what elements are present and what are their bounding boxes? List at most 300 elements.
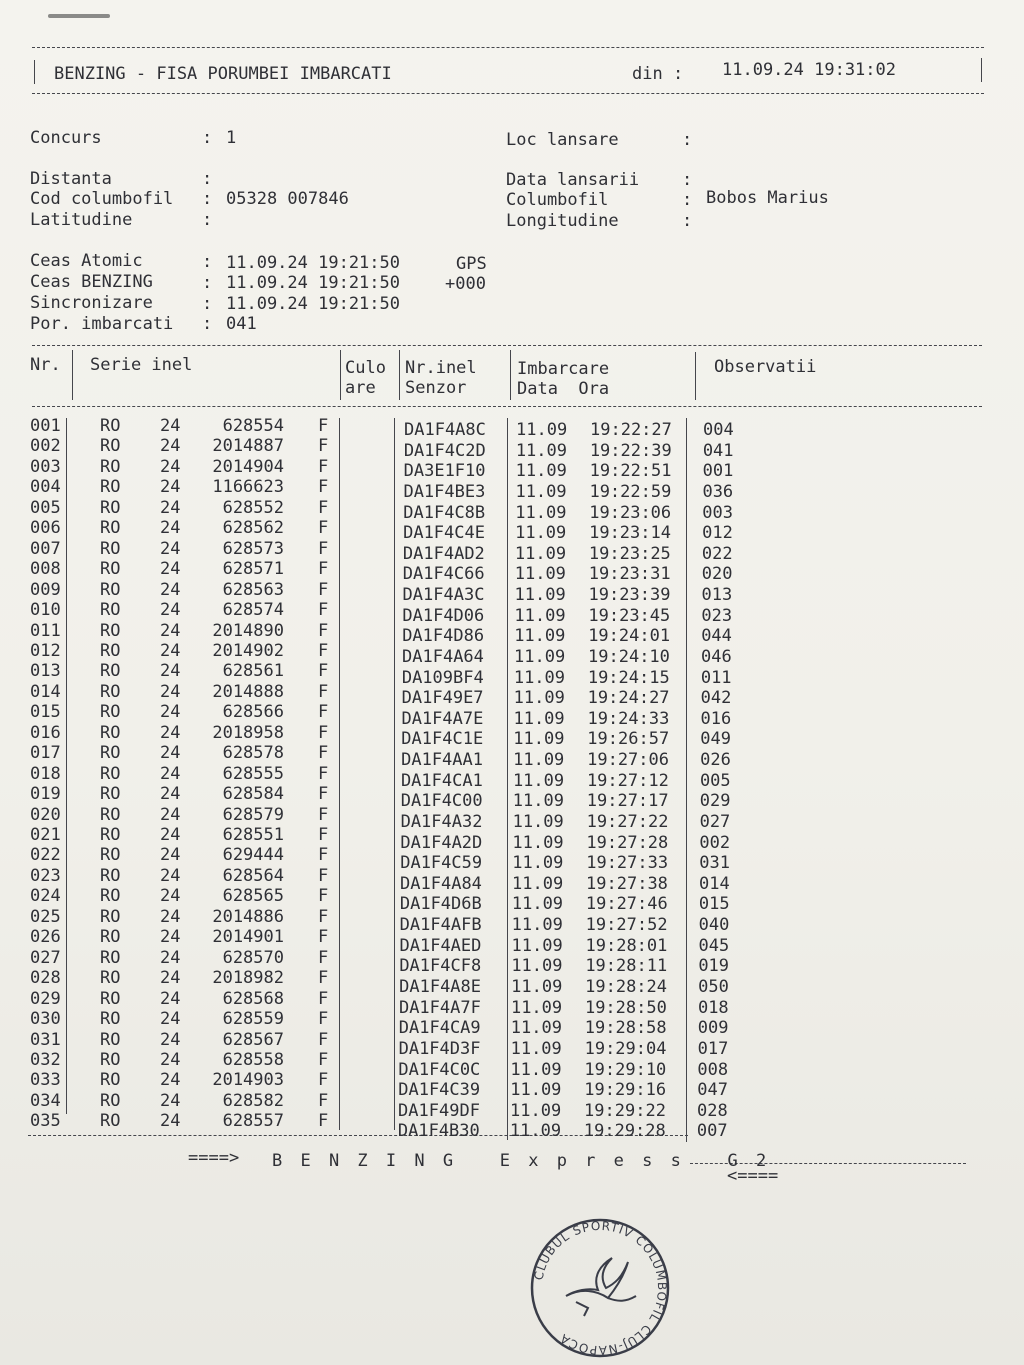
row-country: RO (100, 497, 121, 518)
row-nr: 023 (30, 865, 61, 886)
row-date: 11.09 (510, 1018, 562, 1039)
row-sex: F (318, 743, 329, 764)
header-bottom-border (32, 93, 984, 94)
row-observation: 009 (697, 1018, 729, 1039)
row-country: RO (100, 1111, 121, 1132)
row-sex: F (318, 1029, 329, 1050)
row-time: 19:29:28 (583, 1121, 666, 1142)
label-por-imbarcati: Por. imbarcati (30, 314, 174, 334)
table-top-border (32, 345, 982, 346)
row-observation: 011 (700, 667, 732, 688)
row-ring-number: 629444 (222, 845, 284, 866)
row-country: RO (100, 1049, 121, 1070)
row-sex: F (318, 947, 329, 968)
row-country: RO (100, 1090, 121, 1111)
row-country: RO (100, 784, 121, 805)
row-year: 24 (160, 416, 181, 436)
row-date: 11.09 (511, 935, 563, 956)
row-ring-number: 2018982 (212, 968, 284, 989)
footer-arrow-right: <==== (727, 1166, 779, 1186)
row-country: RO (100, 600, 121, 621)
row-year: 24 (160, 1070, 181, 1091)
row-sex: F (318, 620, 329, 641)
row-chip-id: DA1F49DF (398, 1100, 480, 1121)
row-time: 19:24:15 (587, 667, 670, 688)
col-rule (507, 418, 508, 1140)
row-date: 11.09 (509, 1121, 562, 1142)
row-country: RO (100, 640, 121, 661)
row-observation: 019 (698, 956, 730, 977)
row-chip-id: DA1F4BE3 (403, 481, 486, 502)
row-ring-number: 628561 (222, 661, 284, 682)
row-observation: 002 (699, 832, 731, 853)
row-observation: 012 (702, 523, 733, 544)
sep: : (682, 170, 693, 190)
row-observation: 036 (702, 481, 734, 502)
row-date: 11.09 (514, 564, 566, 585)
value-ceas-atomic: 11.09.24 19:21:50 (226, 253, 400, 273)
row-sex: F (318, 559, 329, 580)
date-prefix: din : (632, 64, 684, 84)
sep: : (202, 252, 213, 272)
row-time: 19:27:06 (587, 750, 669, 771)
row-time: 19:24:33 (587, 708, 670, 729)
row-ring-number: 628564 (222, 865, 284, 886)
row-time: 19:23:31 (588, 564, 671, 585)
row-sex: F (318, 681, 329, 702)
footer-brand: B E N Z I N G E x p r e s s G 2 (272, 1151, 771, 1171)
row-ring-number: 1166623 (212, 477, 284, 498)
row-nr: 008 (30, 559, 61, 580)
dove-icon (566, 1258, 636, 1316)
sep: : (202, 314, 213, 334)
row-year: 24 (160, 1111, 181, 1132)
row-observation: 046 (701, 646, 732, 667)
row-date: 11.09 (514, 543, 567, 564)
row-date: 11.09 (510, 997, 563, 1018)
row-country: RO (100, 1029, 121, 1050)
row-country: RO (100, 722, 121, 743)
row-observation: 018 (697, 997, 729, 1018)
row-observation: 020 (701, 564, 733, 585)
row-date: 11.09 (510, 1100, 562, 1121)
row-date: 11.09 (512, 853, 564, 874)
row-sex: F (318, 988, 329, 1009)
row-date: 11.09 (514, 605, 566, 626)
row-sex: F (318, 906, 329, 927)
row-ring-number: 628558 (222, 1049, 284, 1070)
row-year: 24 (160, 927, 181, 948)
row-sex: F (318, 518, 329, 539)
row-year: 24 (160, 722, 181, 743)
row-nr: 020 (30, 804, 61, 825)
row-observation: 040 (698, 915, 730, 936)
row-year: 24 (160, 968, 181, 989)
row-observation: 049 (700, 729, 732, 750)
row-time: 19:24:27 (587, 688, 670, 709)
row-nr: 030 (30, 1009, 61, 1030)
row-year: 24 (160, 640, 181, 661)
row-year: 24 (160, 763, 181, 784)
row-sex: F (318, 416, 329, 436)
staple-mark (48, 14, 110, 18)
sep: : (682, 130, 693, 150)
row-date: 11.09 (513, 667, 566, 688)
row-observation: 027 (699, 811, 731, 832)
label-sincronizare: Sincronizare (30, 293, 153, 313)
row-nr: 013 (30, 661, 61, 682)
label-latitudine: Latitudine (30, 210, 133, 230)
label-longitudine: Longitudine (506, 211, 619, 231)
row-sex: F (318, 886, 329, 907)
row-observation: 041 (702, 440, 734, 461)
row-country: RO (100, 620, 121, 641)
row-ring-number: 628570 (222, 947, 284, 968)
row-nr: 017 (30, 743, 61, 764)
row-time: 19:22:39 (589, 440, 672, 461)
row-time: 19:29:04 (584, 1038, 667, 1059)
row-sex: F (318, 436, 329, 457)
row-sex: F (318, 497, 329, 518)
header-right-border (981, 58, 982, 82)
row-time: 19:22:51 (589, 461, 672, 482)
row-chip-id: DA1F49E7 (401, 688, 484, 709)
sep: : (202, 210, 213, 230)
row-sex: F (318, 1090, 329, 1111)
row-date: 11.09 (511, 894, 564, 915)
row-time: 19:24:10 (588, 646, 670, 667)
header-top-border (32, 47, 984, 48)
row-time: 19:27:22 (586, 811, 669, 832)
row-year: 24 (160, 559, 181, 580)
row-year: 24 (160, 1049, 181, 1070)
row-nr: 028 (30, 968, 61, 989)
row-sex: F (318, 477, 329, 498)
row-year: 24 (160, 906, 181, 927)
row-ring-number: 628565 (222, 886, 284, 907)
row-country: RO (100, 825, 121, 845)
row-ring-number: 628563 (222, 579, 284, 600)
label-ceas-atomic: Ceas Atomic (30, 251, 143, 271)
row-chip-id: DA1F4CA1 (400, 770, 483, 791)
row-chip-id: DA1F4C2D (403, 440, 486, 461)
row-year: 24 (160, 477, 181, 498)
row-sex: F (318, 1049, 329, 1070)
row-chip-id: DA1F4C66 (402, 564, 485, 585)
row-year: 24 (160, 518, 181, 539)
row-chip-id: DA1F4C39 (398, 1080, 481, 1101)
row-ring-number: 628579 (222, 804, 284, 825)
col-header-observatii: Observatii (714, 357, 817, 377)
row-sex: F (318, 845, 329, 866)
row-country: RO (100, 559, 121, 580)
row-date: 11.09 (510, 1038, 562, 1059)
row-date: 11.09 (515, 461, 567, 482)
row-year: 24 (160, 865, 181, 886)
sep: : (682, 190, 693, 210)
row-date: 11.09 (514, 626, 566, 647)
row-ring-number: 2014887 (212, 436, 284, 457)
row-ring-number: 628555 (222, 763, 284, 784)
row-chip-id: DA1F4A2D (400, 832, 483, 853)
row-year: 24 (160, 1009, 181, 1030)
row-nr: 034 (30, 1090, 61, 1111)
row-ring-number: 628554 (222, 416, 284, 436)
row-ring-number: 2014886 (212, 906, 284, 927)
col-header-culoare-1: Culo (345, 358, 386, 378)
row-ring-number: 2014904 (212, 456, 284, 477)
row-nr: 032 (30, 1049, 61, 1070)
row-date: 11.09 (514, 646, 566, 667)
row-chip-id: DA1F4D6B (399, 894, 482, 915)
row-time: 19:28:01 (585, 935, 668, 956)
value-sincronizare: 11.09.24 19:21:50 (226, 294, 400, 314)
row-chip-id: DA1F4C4E (403, 523, 485, 544)
row-observation: 045 (698, 935, 730, 956)
row-date: 11.09 (512, 873, 564, 894)
row-ring-number: 628584 (222, 784, 284, 805)
row-nr: 002 (30, 436, 61, 457)
value-columbofil: Bobos Marius (706, 188, 829, 208)
row-nr: 035 (30, 1111, 61, 1132)
row-observation: 003 (702, 502, 733, 523)
row-ring-number: 2014888 (212, 681, 284, 702)
row-date: 11.09 (511, 977, 563, 997)
row-date: 11.09 (513, 729, 565, 750)
row-time: 19:27:46 (585, 894, 668, 915)
value-concurs: 1 (226, 128, 237, 148)
row-chip-id: DA1F4A32 (400, 811, 483, 832)
table-header-border (32, 406, 982, 407)
row-observation: 042 (700, 688, 732, 709)
row-chip-id: DA1F4CA9 (398, 1018, 481, 1039)
row-nr: 012 (30, 640, 61, 661)
row-nr: 031 (30, 1029, 61, 1050)
row-chip-id: DA1F4AA1 (401, 750, 483, 771)
row-time: 19:29:16 (584, 1080, 667, 1101)
row-date: 11.09 (513, 708, 565, 729)
row-date: 11.09 (512, 832, 564, 853)
row-year: 24 (160, 538, 181, 559)
row-country: RO (100, 661, 121, 682)
label-columbofil: Columbofil (506, 190, 609, 210)
row-chip-id: DA3E1F10 (403, 461, 486, 482)
row-time: 19:28:58 (584, 1018, 667, 1039)
row-chip-id: DA1F4C1E (401, 729, 484, 750)
row-chip-id: DA1F4A3C (402, 585, 485, 606)
row-observation: 004 (703, 420, 734, 440)
row-sex: F (318, 763, 329, 784)
footer-arrow-left: ====> (188, 1148, 240, 1168)
row-time: 19:29:22 (584, 1100, 666, 1121)
row-time: 19:27:17 (586, 791, 669, 812)
row-observation: 005 (699, 770, 731, 791)
row-sex: F (318, 865, 329, 886)
row-time: 19:24:01 (588, 626, 671, 647)
row-date: 11.09 (515, 440, 567, 461)
row-nr: 018 (30, 763, 61, 784)
row-year: 24 (160, 743, 181, 764)
row-nr: 010 (30, 600, 61, 621)
row-date: 11.09 (510, 1080, 562, 1101)
row-chip-id: DA109BF4 (401, 667, 484, 688)
row-time: 19:27:52 (585, 915, 668, 936)
col-header-nrinel-2: Senzor (405, 378, 467, 398)
row-sex: F (318, 1009, 329, 1030)
stamp-text: CLUBUL SPORTIV COLUMBOFIL CLUJ-NAPOCA (531, 1218, 670, 1358)
row-time: 19:23:39 (588, 585, 671, 606)
row-ring-number: 628582 (222, 1090, 284, 1111)
row-time: 19:28:11 (585, 956, 668, 977)
row-time: 19:23:06 (589, 502, 672, 523)
row-observation: 014 (699, 873, 730, 894)
row-ring-number: 628562 (222, 518, 284, 539)
row-nr: 021 (30, 825, 61, 845)
row-sex: F (318, 784, 329, 805)
row-country: RO (100, 702, 121, 723)
row-country: RO (100, 436, 121, 457)
value-por-imbarcati: 041 (226, 314, 257, 334)
row-sex: F (318, 456, 329, 477)
row-year: 24 (160, 620, 181, 641)
label-loc-lansare: Loc lansare (506, 130, 619, 150)
row-nr: 014 (30, 681, 61, 702)
row-nr: 009 (30, 579, 61, 600)
row-country: RO (100, 518, 121, 539)
row-observation: 047 (697, 1080, 728, 1101)
row-nr: 016 (30, 722, 61, 743)
row-observation: 016 (700, 708, 732, 729)
row-date: 11.09 (510, 1059, 562, 1080)
row-chip-id: DA1F4AD2 (402, 543, 485, 564)
row-observation: 007 (696, 1121, 728, 1142)
row-year: 24 (160, 1090, 181, 1111)
row-year: 24 (160, 804, 181, 825)
label-cod-columbofil: Cod columbofil (30, 189, 174, 209)
row-observation: 026 (700, 750, 731, 771)
row-sex: F (318, 702, 329, 723)
row-ring-number: 628552 (222, 497, 284, 518)
row-time: 19:26:57 (587, 729, 670, 750)
row-time: 19:23:45 (588, 605, 671, 626)
col-rule (510, 350, 511, 400)
row-chip-id: DA1F4D3F (398, 1038, 481, 1059)
row-chip-id: DA1F4C0C (398, 1059, 481, 1080)
row-country: RO (100, 763, 121, 784)
row-nr: 004 (30, 477, 61, 498)
row-year: 24 (160, 702, 181, 723)
row-date: 11.09 (511, 915, 563, 936)
row-nr: 007 (30, 538, 61, 559)
row-nr: 003 (30, 456, 61, 477)
row-date: 11.09 (511, 956, 563, 977)
row-sex: F (318, 538, 329, 559)
row-sex: F (318, 927, 329, 948)
col-rule (340, 350, 341, 400)
row-year: 24 (160, 1029, 181, 1050)
row-year: 24 (160, 681, 181, 702)
row-chip-id: DA1F4D06 (402, 605, 485, 626)
row-date: 11.09 (513, 688, 565, 709)
row-country: RO (100, 579, 121, 600)
row-time: 19:22:59 (589, 481, 672, 502)
row-chip-id: DA1F4C59 (400, 853, 483, 874)
row-date: 11.09 (512, 770, 565, 791)
row-nr: 019 (30, 784, 61, 805)
row-chip-id: DA1F4C8B (403, 502, 486, 523)
row-time: 19:23:25 (588, 543, 671, 564)
row-nr: 022 (30, 845, 61, 866)
row-chip-id: DA1F4D86 (402, 626, 485, 647)
col-rule (339, 418, 340, 1130)
row-date: 11.09 (512, 811, 564, 832)
col-header-culoare-2: are (345, 378, 376, 398)
row-year: 24 (160, 661, 181, 682)
row-country: RO (100, 1009, 121, 1030)
row-time: 19:27:38 (586, 873, 668, 894)
row-country: RO (100, 681, 121, 702)
row-sex: F (318, 825, 329, 845)
row-time: 19:27:33 (586, 853, 669, 874)
row-chip-id: DA1F4AED (399, 935, 482, 956)
row-country: RO (100, 865, 121, 886)
row-ring-number: 628573 (222, 538, 284, 559)
row-time: 19:28:50 (584, 997, 667, 1018)
row-year: 24 (160, 456, 181, 477)
sep: : (202, 169, 213, 189)
row-chip-id: DA1F4A8C (404, 420, 486, 440)
value-cod-columbofil: 05328 007846 (226, 189, 349, 209)
sep: : (202, 294, 213, 314)
row-ring-number: 628551 (222, 825, 284, 845)
row-sex: F (318, 804, 329, 825)
row-nr: 011 (30, 620, 61, 641)
header-left-border (34, 60, 35, 84)
row-nr: 005 (30, 497, 61, 518)
row-observation: 013 (701, 585, 733, 606)
row-country: RO (100, 804, 121, 825)
row-country: RO (100, 416, 121, 436)
col-rule (72, 350, 73, 400)
row-sex: F (318, 661, 329, 682)
row-country: RO (100, 477, 121, 498)
row-chip-id: DA1F4CF8 (399, 956, 482, 977)
row-country: RO (100, 988, 121, 1009)
row-sex: F (318, 600, 329, 621)
col-header-nrinel-1: Nr.inel (405, 358, 477, 378)
row-date: 11.09 (513, 750, 565, 771)
row-year: 24 (160, 825, 181, 845)
row-country: RO (100, 968, 121, 989)
row-nr: 024 (30, 886, 61, 907)
row-ring-number: 628578 (222, 743, 284, 764)
row-observation: 044 (701, 626, 732, 647)
row-chip-id: DA1F4A84 (400, 873, 482, 894)
row-observation: 017 (697, 1038, 729, 1059)
label-concurs: Concurs (30, 128, 102, 148)
row-observation: 050 (698, 977, 729, 997)
row-time: 19:27:12 (586, 770, 669, 791)
row-observation: 028 (697, 1100, 728, 1121)
col-header-imbarcare-2: Data Ora (517, 379, 610, 399)
row-ring-number: 2018958 (212, 722, 284, 743)
row-country: RO (100, 456, 121, 477)
row-ring-number: 628568 (222, 988, 284, 1009)
row-ring-number: 628574 (222, 600, 284, 621)
sep: : (682, 211, 693, 231)
club-stamp (526, 1218, 674, 1358)
row-nr: 026 (30, 927, 61, 948)
